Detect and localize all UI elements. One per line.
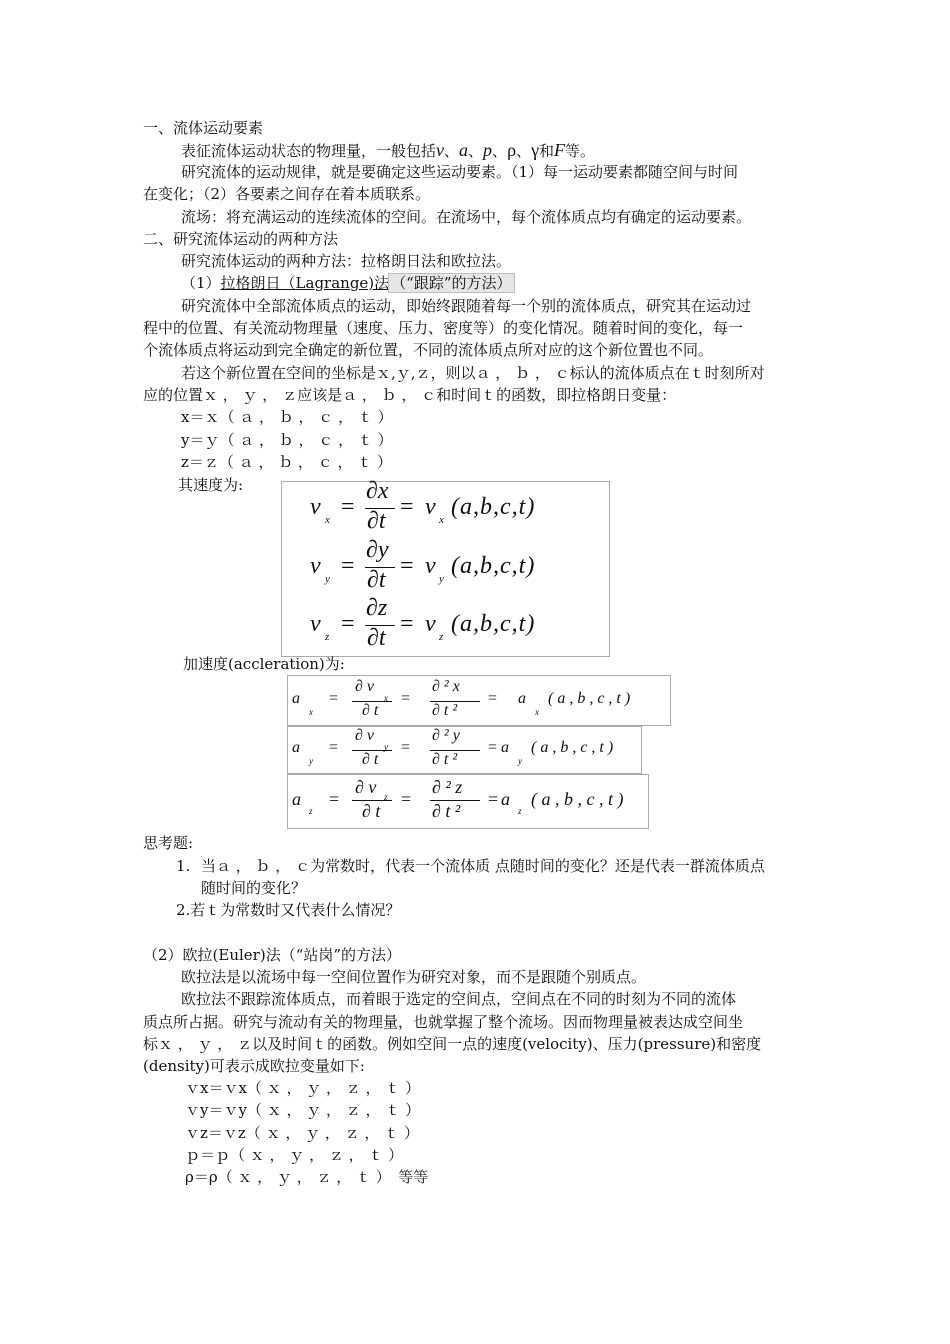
formula-lhs: a	[292, 789, 301, 809]
acceleration-label: 加速度(accleration)为:	[183, 655, 345, 673]
lagrange-equation: y＝ｙ（ ａ ， ｂ ， ｃ ， ｔ ）	[181, 431, 393, 449]
highlighted-note: （“跟踪”的方法）	[391, 274, 512, 292]
formula-sub: y	[309, 756, 313, 766]
fraction-denominator: ∂ t ²	[432, 801, 461, 821]
formula-args: (a,b,c,t)	[451, 494, 536, 520]
question-1-line: 当ａ ， ｂ ， ｃ为常数时，代表一个流体质 点随时间的变化？还是代表一群流体质点	[201, 857, 765, 875]
paragraph-line: 研究流体运动的两种方法：拉格朗日法和欧拉法。	[181, 252, 512, 270]
formula-sub: z	[518, 806, 522, 816]
paragraph-line: 标ｘ ， ｙ ， ｚ以及时间ｔ的函数。例如空间一点的速度(velocity)、压力(pressure)和密度	[143, 1035, 762, 1053]
fraction-denominator: ∂ t	[362, 801, 381, 821]
formula-lhs: v	[310, 553, 321, 579]
equals-sign: =	[341, 611, 355, 637]
fraction-numerator: ∂ ² y	[432, 727, 460, 744]
velocity-label: 其速度为:	[178, 476, 244, 494]
symbol-a: a	[459, 140, 469, 160]
separator: 、	[492, 142, 508, 160]
formula-rhs: a	[501, 789, 510, 809]
paragraph-line: (density)可表示成欧拉变量如下:	[143, 1057, 365, 1075]
intro-text: 表征流体运动状态的物理量，一般包括	[181, 142, 437, 160]
fraction-denominator: ∂ t ²	[432, 702, 458, 719]
symbol-F: F	[554, 140, 566, 160]
formula-sub: x	[384, 693, 388, 703]
euler-equation: ρ＝ρ（ ｘ ， ｙ ， ｚ ， ｔ ） 等等	[185, 1168, 429, 1186]
fraction-denominator: ∂t	[367, 625, 386, 651]
equals-sign: =	[400, 494, 414, 520]
formula-sub: x	[535, 707, 539, 717]
formula-rhs: a	[501, 739, 509, 756]
lagrange-title	[181, 272, 514, 294]
euler-equation: ｖx＝ｖx（ ｘ ， ｙ ， ｚ ， ｔ ）	[185, 1079, 421, 1097]
fraction-denominator: ∂ t ²	[432, 751, 458, 768]
velocity-formula-box	[281, 481, 610, 657]
formula-args: ( a , b , c , t )	[531, 789, 624, 809]
formula-lhs: a	[292, 690, 300, 707]
think-questions-label: 思考题:	[143, 834, 194, 852]
formula-sub: z	[325, 631, 330, 643]
formula-sub: z	[384, 792, 388, 802]
formula-lhs: v	[310, 611, 321, 637]
section-heading-2: 二、研究流体运动的两种方法	[143, 230, 339, 248]
fraction-denominator: ∂t	[367, 508, 386, 534]
separator: 、	[444, 142, 460, 160]
formula-sub: z	[439, 631, 444, 643]
separator: 、	[468, 142, 484, 160]
equals-sign: =	[329, 690, 339, 707]
formula-sub: y	[518, 756, 522, 766]
equals-sign: =	[400, 611, 414, 637]
formula-args: (a,b,c,t)	[451, 611, 536, 637]
formula-sub: y	[439, 573, 444, 585]
formula-rhs: v	[425, 494, 436, 520]
equals-sign: =	[401, 789, 412, 809]
subsection-number: （1）	[181, 274, 221, 292]
fraction-denominator: ∂t	[367, 567, 386, 593]
fraction-numerator: ∂ ² x	[432, 678, 460, 695]
equals-sign: =	[400, 553, 414, 579]
equals-sign: =	[329, 789, 340, 809]
formula-sub: y	[384, 742, 388, 752]
symbol-gamma: γ	[531, 140, 540, 160]
paragraph-line: 在变化；（2）各要素之间存在着本质联系。	[143, 185, 431, 203]
separator: 、	[516, 142, 532, 160]
equals-sign: =	[488, 690, 498, 707]
fraction-numerator: ∂ ² z	[432, 777, 463, 797]
formula-args: (a,b,c,t)	[451, 553, 536, 579]
euler-equation: ｐ＝ｐ（ ｘ ， ｙ ， ｚ ， ｔ ）	[185, 1146, 404, 1164]
lagrange-equation: x＝ｘ（ ａ ， ｂ ， ｃ ， ｔ ）	[181, 408, 393, 426]
euler-equation: ｖy＝ｖy（ ｘ ， ｙ ， ｚ ， ｔ ）	[185, 1101, 421, 1119]
equals-sign: =	[401, 739, 411, 756]
paragraph-line: 个流体质点将运动到完全确定的新位置，不同的流体质点所对应的这个新位置也不同。	[143, 341, 714, 359]
section-heading-1: 一、流体运动要素	[143, 119, 264, 137]
fraction-denominator: ∂ t	[362, 751, 379, 768]
equals-sign: =	[488, 789, 499, 809]
fraction-numerator: ∂x	[366, 478, 389, 504]
paragraph-motion-elements	[181, 139, 595, 162]
formula-sub: x	[439, 514, 444, 526]
formula-args: ( a , b , c , t )	[531, 739, 614, 756]
fraction-numerator: ∂y	[366, 537, 389, 563]
flow-field-definition: 流场：将充满运动的连续流体的空间。在流场中，每个流体质点均有确定的运动要素。	[181, 208, 752, 226]
formula-sub: x	[309, 707, 313, 717]
paragraph-line: 欧拉法是以流场中每一空间位置作为研究对象，而不是跟随个别质点。	[181, 968, 647, 986]
fraction-numerator: ∂ v	[355, 777, 377, 797]
fraction-numerator: ∂ v	[355, 678, 375, 695]
paragraph-line: 应的位置ｘ ， ｙ ， ｚ应该是ａ ， ｂ ， ｃ和时间ｔ的函数，即拉格朗日变量：	[143, 386, 677, 404]
formula-sub: y	[325, 573, 330, 585]
paragraph-line: 质点所占据。研究与流动有关的物理量，也就掌握了整个流场。因而物理量被表达成空间坐	[143, 1013, 744, 1031]
formula-sub: z	[309, 806, 313, 816]
equals-sign: =	[488, 739, 498, 756]
question-number: 1.	[176, 857, 191, 875]
fraction-denominator: ∂ t	[362, 702, 379, 719]
outro-text: 等。	[565, 142, 596, 160]
fraction-numerator: ∂ v	[355, 727, 375, 744]
equals-sign: =	[329, 739, 339, 756]
formula-lhs: v	[310, 494, 321, 520]
formula-lhs: a	[292, 739, 300, 756]
formula-rhs: v	[425, 611, 436, 637]
euler-title: （2）欧拉(Euler)法（“站岗”的方法）	[143, 946, 402, 964]
paragraph-line: 程中的位置、有关流动物理量（速度、压力、密度等）的变化情况。随着时间的变化，每一	[143, 319, 744, 337]
conjunction: 和	[539, 142, 555, 160]
paragraph-line: 研究流体的运动规律，就是要确定这些运动要素。（1）每一运动要素都随空间与时间	[181, 163, 739, 181]
lagrange-name: 拉格朗日（Lagrange)法	[220, 274, 390, 292]
euler-equation: ｖz＝ｖz（ ｘ ， ｙ ， ｚ ， ｔ ）	[185, 1124, 419, 1142]
paragraph-line: 研究流体中全部流体质点的运动，即始终跟随着每一个别的流体质点，研究其在运动过	[181, 297, 752, 315]
question-1-line: 随时间的变化？	[201, 879, 307, 897]
fraction-numerator: ∂z	[366, 595, 388, 621]
equals-sign: =	[401, 690, 411, 707]
symbol-v: v	[436, 140, 445, 160]
equals-sign: =	[341, 494, 355, 520]
symbol-p: p	[483, 140, 493, 160]
paragraph-line: 若这个新位置在空间的坐标是ｘ,ｙ,ｚ，则以ａ ， ｂ ， ｃ标认的流体质点在ｔ时刻所对	[181, 364, 765, 382]
equals-sign: =	[341, 553, 355, 579]
formula-rhs: a	[518, 690, 526, 707]
symbol-rho: ρ	[507, 140, 517, 160]
formula-rhs: v	[425, 553, 436, 579]
paragraph-line: 欧拉法不跟踪流体质点，而着眼于选定的空间点，空间点在不同的时刻为不同的流体	[181, 990, 737, 1008]
question-2: 2.若ｔ为常数时又代表什么情况？	[176, 901, 401, 919]
formula-args: ( a , b , c , t )	[548, 690, 631, 707]
lagrange-equation: z＝ｚ（ ａ ， ｂ ， ｃ ， ｔ ）	[181, 453, 393, 471]
formula-sub: x	[325, 514, 330, 526]
